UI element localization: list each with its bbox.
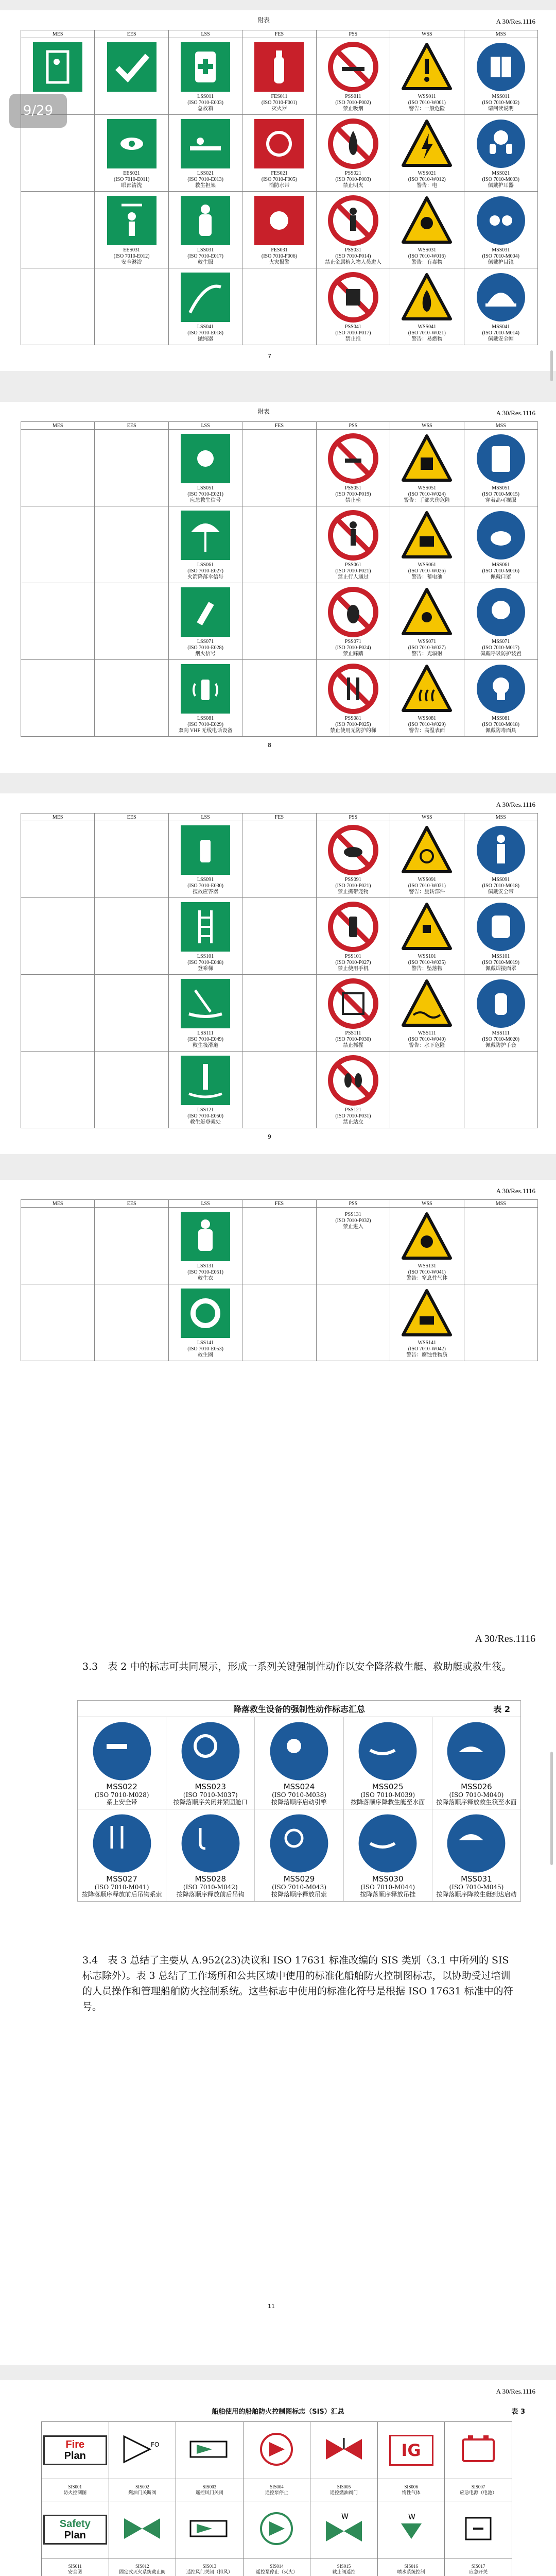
release-liferaft-icon	[445, 1720, 507, 1782]
table-row	[21, 1052, 538, 1128]
sign-caption: WSS051 (ISO 7010-W024) 警告：手部夹伤危险	[404, 485, 450, 503]
mss-caption: 按降落顺序释放吊挂	[360, 1891, 416, 1898]
sign-caption: LSS051 (ISO 7010-E021) 应急救生信号	[187, 485, 223, 503]
hand-crush-warning-sign-icon	[401, 433, 453, 484]
mss-item	[78, 1717, 166, 1809]
table-header-row	[21, 422, 538, 430]
table-row	[21, 38, 538, 115]
table-row	[42, 2501, 512, 2558]
col-wss: WSS	[390, 422, 464, 430]
corrosive-warning-sign-icon	[401, 1287, 453, 1339]
col-pss: PSS	[316, 814, 390, 821]
paragraph-3-4: 3.4 表 3 总结了主要从 A.952(23)决议和 ISO 17631 标准改编的 SIS 类别（3.1 中所列的 SIS 标志除外）。表 3 总结了工作场所和公共区域中使用的标准化船舶防火控制图标志，以协助受过培训的人员操作和管理船舶防火控制系统。这些标志中使用的标准化符号是根据 ISO 17631 标准中的符号。	[82, 1955, 513, 2012]
sign-caption: PSS011 (ISO 7010-P002) 禁止吸烟	[335, 94, 371, 112]
col-wss: WSS	[390, 1200, 464, 1208]
sign-caption: WSS071 (ISO 7010-W027) 警告：光辐射	[408, 639, 446, 657]
signs-table	[21, 421, 538, 737]
release-hook-lines-icon	[91, 1812, 153, 1874]
mss-iso: (ISO 7010-M038)	[272, 1791, 326, 1799]
mss-code: MSS022	[106, 1782, 137, 1791]
start-engine-icon	[268, 1720, 330, 1782]
page-indicator: 9/29	[9, 94, 67, 128]
general-warning-sign-icon	[401, 41, 453, 93]
mss-code: MSS029	[283, 1874, 315, 1884]
no-grasping-sign-icon	[327, 978, 379, 1029]
sign-caption: PSS121 (ISO 7010-P031) 禁止站立	[335, 1107, 371, 1125]
mss-caption: 按降落顺序降救生艇到达启动	[436, 1891, 517, 1898]
table-row	[42, 2422, 512, 2479]
col-mes: MES	[21, 422, 95, 430]
eye-protection-sign-icon	[475, 195, 527, 246]
mss-iso: (ISO 7010-M045)	[449, 1884, 504, 1891]
table-row	[21, 506, 538, 583]
emergency-switch-icon	[458, 2511, 499, 2547]
sign-caption: WSS081 (ISO 7010-W029) 警告：高温表面	[408, 716, 446, 734]
fire-alarm-sign-icon	[253, 195, 305, 246]
mss-caption: 按降落顺序释放吊索	[271, 1891, 327, 1898]
sign-caption: MSS101 (ISO 7010-M019) 佩戴焊接面罩	[482, 954, 520, 972]
col-lss: LSS	[168, 422, 242, 430]
doc-header: A 30/Res.1116	[496, 18, 535, 25]
sis-caption: SIS017 应急开关	[445, 2558, 512, 2576]
fixed-extinguishing-valve-icon	[119, 2513, 165, 2544]
sign-caption: PSS101 (ISO 7010-P027) 禁止使用手机	[335, 954, 371, 972]
col-ees: EES	[95, 814, 168, 821]
fire-hose-sign-icon	[253, 118, 305, 170]
mss-code: MSS028	[195, 1874, 227, 1884]
col-wss: WSS	[390, 30, 464, 38]
remote-damper-exhaust-icon	[186, 2516, 233, 2541]
sign-caption: WSS031 (ISO 7010-W016) 警告：有毒物	[408, 247, 446, 265]
release-painter-icon	[268, 1812, 330, 1874]
col-ees: EES	[95, 422, 168, 430]
mss-code: MSS025	[372, 1782, 404, 1791]
doc-header: A 30/Res.1116	[496, 1187, 535, 1195]
table-row	[42, 2479, 512, 2501]
remote-fuel-valve-icon	[321, 2434, 367, 2465]
sign-caption: MSS051 (ISO 7010-M015) 穿着高可视服	[482, 485, 520, 503]
sign-caption: WSS111 (ISO 7010-W040) 警告：水下危险	[408, 1030, 446, 1048]
sign-caption: LSS021 (ISO 7010-E013) 救生担架	[187, 171, 223, 189]
fasten-seatbelt-icon	[91, 1720, 153, 1782]
sign-caption: WSS021 (ISO 7010-W012) 警告：电	[408, 171, 446, 189]
doc-header: A 30/Res.1116	[496, 801, 535, 808]
mss-table-title-text: 降落救生设备的强制性动作标志汇总	[233, 1704, 365, 1714]
table-row	[21, 430, 538, 506]
scrollbar-thumb[interactable]	[550, 1752, 553, 1865]
signs-table	[21, 813, 538, 1128]
no-standing-sign-icon	[327, 1055, 379, 1106]
immersion-suit-sign-icon	[180, 195, 231, 246]
mss-code: MSS031	[461, 1874, 492, 1884]
mss-item	[166, 1717, 255, 1809]
lifeboat-start-icon	[445, 1812, 507, 1874]
sis-table-number: 表 3	[511, 2408, 525, 2416]
mss-iso: (ISO 7010-M028)	[94, 1791, 149, 1799]
sign-caption: MSS011 (ISO 7010-M002) 请阅读说明	[482, 94, 520, 112]
sis-caption: SIS006 惰性气体	[377, 2479, 445, 2501]
emergency-battery-icon	[458, 2431, 499, 2467]
check-mark-sign-icon	[106, 41, 158, 93]
mask-sign-icon	[475, 510, 527, 561]
sign-caption: WSS011 (ISO 7010-W001) 警告：一般危险	[408, 94, 446, 112]
sign-caption: WSS101 (ISO 7010-W035) 警告：坠落物	[408, 954, 446, 972]
remote-damper-icon	[186, 2436, 233, 2462]
sign-caption: LSS141 (ISO 7010-E053) 救生圈	[187, 1340, 223, 1358]
signs-table	[21, 1199, 538, 1361]
mss-iso: (ISO 7010-M040)	[449, 1791, 504, 1799]
col-fes: FES	[242, 814, 316, 821]
col-mss: MSS	[464, 422, 537, 430]
document-page-5	[0, 1592, 556, 2365]
emergency-signal-sign-icon	[180, 433, 231, 484]
sign-caption: PSS111 (ISO 7010-P030) 禁止抓握	[335, 1030, 371, 1048]
sign-caption: WSS091 (ISO 7010-W031) 警告：旋转部件	[408, 877, 446, 895]
table-row	[21, 1284, 538, 1361]
col-fes: FES	[242, 30, 316, 38]
col-mes: MES	[21, 30, 95, 38]
page-number: 7	[268, 353, 271, 360]
no-mobile-phone-sign-icon	[327, 901, 379, 953]
mss-code: MSS030	[372, 1874, 404, 1884]
mss-iso: (ISO 7010-M042)	[183, 1884, 238, 1891]
high-visibility-vest-sign-icon	[475, 433, 527, 484]
sign-caption: FES031 (ISO 7010-F006) 火灾报警	[261, 247, 298, 265]
sign-caption: FES011 (ISO 7010-F001) 灭火器	[261, 94, 298, 112]
col-fes: FES	[242, 422, 316, 430]
paragraph-3-3: 3.3 表 2 中的标志可共同展示，形成一系列关键强制性动作以安全降落救生艇、救助艇或救生筏。	[82, 1661, 512, 1672]
sign-caption: EES031 (ISO 7010-E012) 安全淋浴	[113, 247, 150, 265]
mss-table-number: 表 2	[493, 1704, 510, 1714]
sign-caption: MSS061 (ISO 7010-M016) 佩戴口罩	[482, 562, 520, 580]
table-row	[21, 821, 538, 898]
sign-caption: PSS021 (ISO 7010-P003) 禁止明火	[335, 171, 371, 189]
no-unprotected-ladder-sign-icon	[327, 663, 379, 715]
fuel-oil-shutoff-icon	[119, 2431, 165, 2467]
sign-caption: WSS141 (ISO 7010-W042) 警告：腐蚀性物质	[406, 1340, 448, 1358]
sign-caption: PSS061 (ISO 7010-P021) 禁止行人通过	[335, 562, 371, 580]
col-lss: LSS	[168, 30, 242, 38]
sis-caption: SIS007 应急电源（电池）	[445, 2479, 512, 2501]
first-aid-kit-sign-icon	[180, 41, 231, 93]
page-number: 9	[268, 1133, 271, 1140]
fire-extinguisher-sign-icon	[253, 41, 305, 93]
mss-item	[255, 1809, 343, 1901]
mss-iso: (ISO 7010-M039)	[360, 1791, 415, 1799]
sign-caption: LSS111 (ISO 7010-E049) 救生筏滑道	[187, 1030, 223, 1048]
w-label: W	[408, 2513, 415, 2521]
mss-caption: 按降落顺序释放前后吊钩系索	[81, 1891, 162, 1898]
sis-caption: SIS002 燃油门关断阀	[109, 2479, 176, 2501]
col-mes: MES	[21, 1200, 95, 1208]
mss-row-2	[78, 1809, 520, 1901]
sign-caption: PSS051 (ISO 7010-P019) 禁止坐	[335, 485, 371, 503]
sis-caption: SIS015 截止阀遥控	[310, 2558, 378, 2576]
mss-code: MSS023	[195, 1782, 227, 1791]
mss-caption: 按降落顺序释放救生筏至水面	[436, 1799, 517, 1806]
mss-item	[432, 1717, 520, 1809]
col-lss: LSS	[168, 814, 242, 821]
table-row	[21, 115, 538, 192]
sign-caption: FES021 (ISO 7010-F005) 消防水带	[261, 171, 298, 189]
table-row	[21, 975, 538, 1052]
sign-caption: LSS041 (ISO 7010-E018) 抛绳器	[187, 324, 223, 342]
sis-caption: SIS003 遥控风门关闭	[176, 2479, 244, 2501]
sign-caption: WSS131 (ISO 7010-W041) 警告：窒息性气体	[406, 1263, 448, 1281]
lifebuoy-sign-icon	[180, 1287, 231, 1339]
no-metal-implants-sign-icon	[327, 195, 379, 246]
optical-radiation-warning-sign-icon	[401, 586, 453, 638]
battery-warning-sign-icon	[401, 510, 453, 561]
sis-caption: SIS005 遥控燃油阀门	[310, 2479, 378, 2501]
col-lss: LSS	[168, 1200, 242, 1208]
flammable-warning-sign-icon	[401, 272, 453, 323]
underwater-hazard-warning-sign-icon	[401, 978, 453, 1029]
sign-caption: PSS091 (ISO 7010-P021) 禁止携带宠物	[335, 877, 371, 895]
sign-caption: MSS081 (ISO 7010-M018) 佩戴防毒面具	[482, 716, 520, 734]
col-wss: WSS	[390, 814, 464, 821]
mss-caption: 系上安全带	[106, 1799, 137, 1806]
scrollbar-thumb[interactable]	[550, 350, 553, 381]
mss-code: MSS026	[461, 1782, 492, 1791]
col-mss: MSS	[464, 814, 537, 821]
sis-table	[41, 2421, 512, 2576]
sis-caption: SIS011 安全图	[42, 2558, 109, 2576]
safety-plan-line2: Plan	[64, 2530, 86, 2541]
col-mss: MSS	[464, 30, 537, 38]
no-stepping-sign-icon	[327, 586, 379, 638]
release-gripes-icon	[357, 1812, 419, 1874]
col-mes: MES	[21, 814, 95, 821]
table-row	[21, 1208, 538, 1284]
welding-mask-sign-icon	[475, 901, 527, 953]
stretcher-sign-icon	[180, 118, 231, 170]
rotating-parts-warning-sign-icon	[401, 824, 453, 876]
document-page-2	[0, 402, 556, 773]
rocket-parachute-sign-icon	[180, 510, 231, 561]
sign-caption: EES021 (ISO 7010-E011) 眼部清洗	[113, 171, 150, 189]
safety-harness-sign-icon	[475, 824, 527, 876]
sign-caption: MSS111 (ISO 7010-M020) 佩戴防护手套	[482, 1030, 520, 1048]
no-pedestrians-sign-icon	[327, 510, 379, 561]
col-pss: PSS	[316, 30, 390, 38]
sprinkler-control-icon	[391, 2508, 432, 2549]
mss-caption: 按降落顺序降救生艇至水面	[351, 1799, 425, 1806]
eyewash-sign-icon	[106, 118, 158, 170]
sign-caption: LSS121 (ISO 7010-E050) 救生艇登乘处	[187, 1107, 223, 1125]
sign-caption: LSS081 (ISO 7010-E029) 双向 VHF 无线电话设备	[178, 716, 233, 734]
sign-caption: WSS061 (ISO 7010-W026) 警告：蓄电池	[408, 562, 446, 580]
safety-plan-sign	[43, 2515, 107, 2545]
document-page-6	[0, 2380, 556, 2576]
table-header-row	[21, 30, 538, 38]
document-page-3	[0, 793, 556, 1154]
mss-item	[344, 1809, 432, 1901]
sign-caption: PSS131 (ISO 7010-P032) 禁止进入	[335, 1212, 371, 1230]
sis-caption: SIS004 遥控泵停止	[243, 2479, 310, 2501]
no-open-flame-sign-icon	[327, 118, 379, 170]
table-caption: 附表	[257, 408, 270, 415]
ear-protection-sign-icon	[475, 118, 527, 170]
lower-lifeboat-icon	[357, 1720, 419, 1782]
page-number: 8	[268, 742, 271, 749]
mss-item	[255, 1717, 343, 1809]
sign-caption: PSS031 (ISO 7010-P014) 禁止金属植入物人员进入	[324, 247, 381, 265]
fo-label: FO	[151, 2441, 160, 2448]
col-pss: PSS	[316, 1200, 390, 1208]
mss-iso: (ISO 7010-M044)	[360, 1884, 415, 1891]
mss-iso: (ISO 7010-M043)	[272, 1884, 326, 1891]
exit-door-sign-icon	[32, 41, 83, 93]
sart-transponder-sign-icon	[180, 824, 231, 876]
mss-item	[78, 1809, 166, 1901]
sign-caption: LSS061 (ISO 7010-E027) 火箭降落伞信号	[187, 562, 224, 580]
mss-row-1	[78, 1717, 520, 1809]
page-number: 11	[268, 2303, 275, 2310]
doc-header: A 30/Res.1116	[475, 1633, 535, 1645]
table-row	[21, 898, 538, 975]
sign-caption: MSS021 (ISO 7010-M003) 佩戴护耳器	[482, 171, 520, 189]
sign-caption: LSS031 (ISO 7010-E017) 救生服	[187, 247, 223, 265]
sis-caption: SIS012 固定式灭火系统截止阀	[109, 2558, 176, 2576]
sign-caption: LSS101 (ISO 7010-E048) 登乘梯	[187, 954, 223, 972]
table-header-row	[21, 814, 538, 821]
mss-iso: (ISO 7010-M037)	[183, 1791, 238, 1799]
mss-caption: 按降落顺序关闭并紧固舱口	[173, 1799, 248, 1806]
fire-plan-sign	[43, 2435, 107, 2465]
liferaft-chute-sign-icon	[180, 978, 231, 1029]
no-sitting-sign-icon	[327, 433, 379, 484]
electricity-warning-sign-icon	[401, 118, 453, 170]
sign-caption: MSS031 (ISO 7010-M004) 佩戴护目镜	[482, 247, 520, 265]
no-smoking-sign-icon	[327, 41, 379, 93]
lifeboat-embarkation-sign-icon	[180, 1055, 231, 1106]
col-fes: FES	[242, 1200, 316, 1208]
safety-shower-sign-icon	[106, 195, 158, 246]
remote-pump-stop-icon	[256, 2429, 297, 2470]
fire-plan-line1: Fire	[65, 2439, 85, 2450]
col-ees: EES	[95, 30, 168, 38]
signs-table	[21, 30, 538, 345]
doc-header: A 30/Res.1116	[496, 2387, 535, 2395]
col-pss: PSS	[316, 422, 390, 430]
protective-gloves-sign-icon	[475, 978, 527, 1029]
col-mss: MSS	[464, 1200, 537, 1208]
table-row	[21, 268, 538, 345]
gas-mask-sign-icon	[475, 663, 527, 715]
sis-caption: SIS014 遥控泵停止（灭火）	[243, 2558, 310, 2576]
sign-caption: MSS071 (ISO 7010-M017) 佩戴呼吸防护装置	[480, 639, 522, 657]
mss-item	[166, 1809, 255, 1901]
hard-hat-sign-icon	[475, 272, 527, 323]
line-throwing-sign-icon	[180, 272, 231, 323]
lifejacket-sign-icon	[180, 1211, 231, 1262]
respiratory-protection-sign-icon	[475, 586, 527, 638]
sign-caption: PSS041 (ISO 7010-P017) 禁止推	[335, 324, 371, 342]
table-row	[21, 583, 538, 660]
sis-table-title: 船舶使用的船舶防火控制图标志（SIS）汇总	[212, 2408, 344, 2416]
close-hatch-icon	[180, 1720, 241, 1782]
sign-caption: LSS091 (ISO 7010-E030) 搜救应答器	[187, 877, 223, 895]
sign-caption: MSS091 (ISO 7010-M018) 佩戴安全带	[482, 877, 520, 895]
table-caption: 附表	[257, 16, 270, 24]
mss-table-title	[78, 1701, 520, 1717]
mss-iso: (ISO 7010-M041)	[94, 1884, 149, 1891]
shutoff-valve-icon	[321, 2511, 367, 2547]
release-hooks-icon	[180, 1812, 241, 1874]
sign-caption: LSS131 (ISO 7010-E051) 救生衣	[187, 1263, 223, 1281]
embarkation-ladder-sign-icon	[180, 901, 231, 953]
w-label: W	[341, 2513, 349, 2521]
mss-code: MSS027	[106, 1874, 137, 1884]
document-page-1	[0, 10, 556, 371]
mss-caption: 按降落顺序释放前后吊钩	[176, 1891, 245, 1898]
pyrotechnic-signal-sign-icon	[180, 586, 231, 638]
sign-caption: LSS011 (ISO 7010-E003) 急救箱	[187, 94, 223, 112]
falling-objects-warning-sign-icon	[401, 901, 453, 953]
sign-caption: PSS081 (ISO 7010-P025) 禁止使用无防护的梯	[329, 716, 376, 734]
sign-caption: MSS041 (ISO 7010-M014) 佩戴安全帽	[482, 324, 520, 342]
sis-caption: SIS013 遥控风门关闭（排风）	[176, 2558, 244, 2576]
asphyxiant-warning-sign-icon	[401, 1211, 453, 1262]
document-page-4	[0, 1180, 556, 1592]
fire-pump-stop-icon	[256, 2508, 297, 2549]
vhf-radio-sign-icon	[180, 663, 231, 715]
table-row	[21, 660, 538, 737]
fire-plan-line2: Plan	[64, 2450, 86, 2462]
sign-caption: WSS041 (ISO 7010-W021) 警告：易燃物	[408, 324, 446, 342]
read-instructions-sign-icon	[475, 41, 527, 93]
mss-caption: 按降落顺序启动引擎	[271, 1799, 327, 1806]
sign-caption: PSS071 (ISO 7010-P024) 禁止踩踏	[335, 639, 371, 657]
toxic-warning-sign-icon	[401, 195, 453, 246]
no-pushing-sign-icon	[327, 272, 379, 323]
sign-caption: LSS071 (ISO 7010-E028) 烟火信号	[187, 639, 223, 657]
inert-gas-sign: IG	[389, 2435, 433, 2466]
mss-code: MSS024	[283, 1782, 315, 1791]
sis-caption: SIS016 喷水系统控制	[377, 2558, 445, 2576]
hot-surface-warning-sign-icon	[401, 663, 453, 715]
table-row	[21, 192, 538, 268]
table-header-row	[21, 1200, 538, 1208]
mss-item	[344, 1717, 432, 1809]
mss-item	[432, 1809, 520, 1901]
safety-plan-line1: Safety	[59, 2518, 91, 2530]
col-ees: EES	[95, 1200, 168, 1208]
no-pets-sign-icon	[327, 824, 379, 876]
table-row	[42, 2558, 512, 2576]
mss-table	[77, 1700, 521, 1902]
sis-caption: SIS001 防火控制图	[42, 2479, 109, 2501]
doc-header: A 30/Res.1116	[496, 409, 535, 417]
